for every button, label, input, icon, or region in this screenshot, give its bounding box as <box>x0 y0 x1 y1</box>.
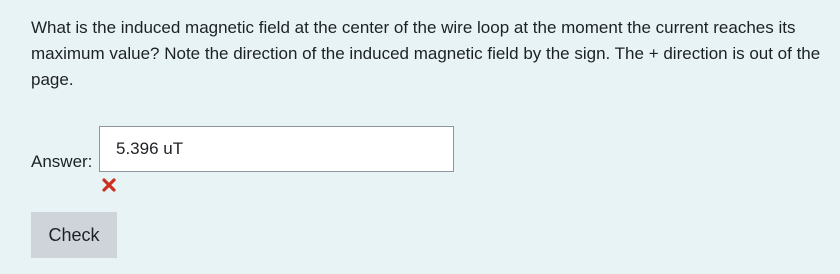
answer-input[interactable] <box>99 126 454 172</box>
answer-label: Answer: <box>31 152 93 171</box>
check-button[interactable]: Check <box>31 212 117 258</box>
incorrect-cross-icon <box>101 177 117 193</box>
question-text: What is the induced magnetic field at the center of the wire loop at the moment the current reaches its maximum value? Note the direction of the induced magnetic field by the sign. The + direction is out of the page. <box>31 18 821 89</box>
